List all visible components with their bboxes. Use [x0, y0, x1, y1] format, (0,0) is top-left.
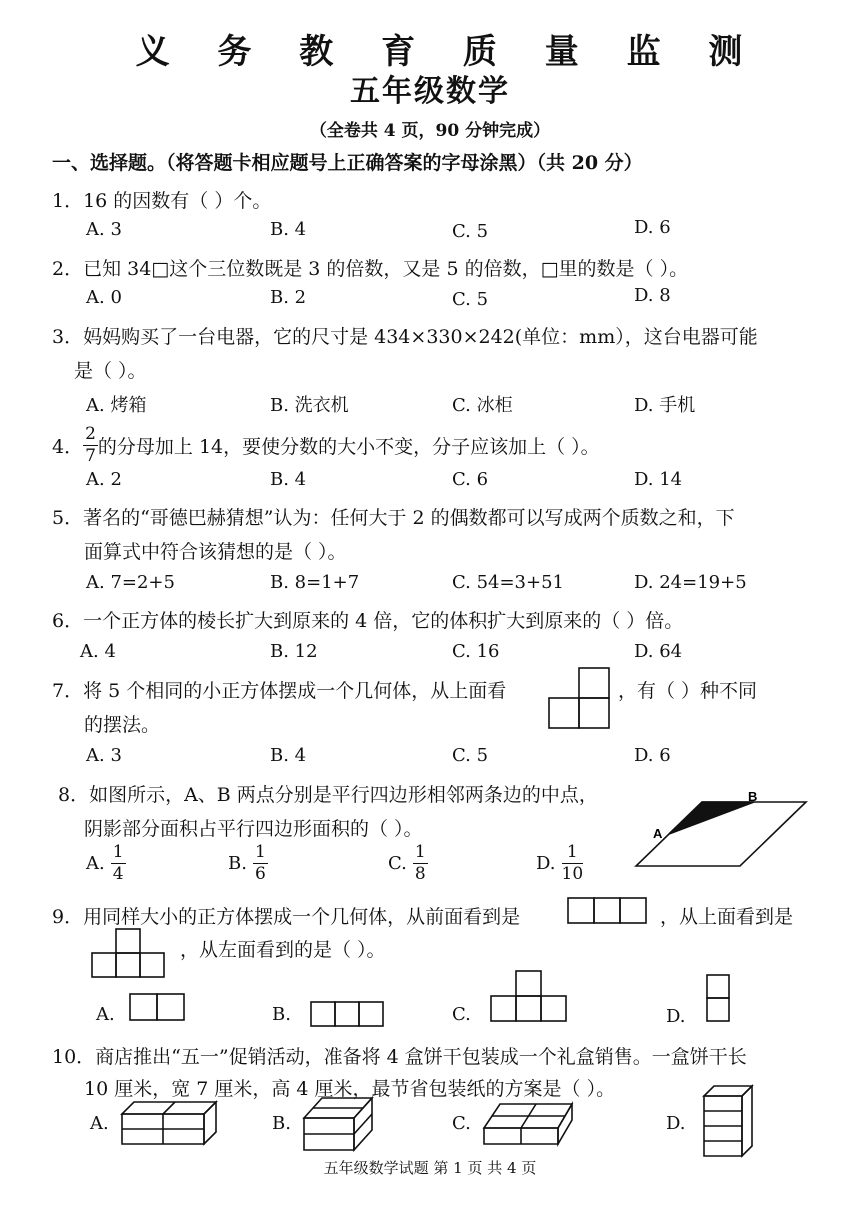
q9-option-c-figure: [490, 970, 568, 1022]
q10-option-a[interactable]: A.: [90, 1113, 109, 1134]
q8-option-a-numerator: 1: [112, 842, 124, 862]
q7-option-a[interactable]: A. 3: [86, 745, 122, 766]
q5-stem-line2: 面算式中符合该猜想的是（ ）。: [84, 541, 347, 563]
q8-option-b[interactable]: [228, 844, 268, 883]
q8-point-a-label: A: [653, 826, 663, 841]
q3-option-d[interactable]: D. 手机: [634, 395, 696, 416]
q4-option-d[interactable]: D. 14: [634, 469, 683, 490]
q9-option-c[interactable]: C.: [452, 1004, 471, 1025]
q4-stem: 的分母加上 14，要使分数的大小不变，分子应该加上（ ）。: [97, 436, 600, 458]
page-title: 义 务 教 育 质 量 监 测: [135, 32, 761, 72]
q6-option-d[interactable]: D. 64: [634, 641, 683, 662]
q8-option-d-numerator: 1: [562, 844, 584, 864]
q1-stem: 1．16 的因数有（ ）个。: [52, 190, 272, 212]
q10-option-b[interactable]: B.: [272, 1113, 291, 1134]
q4-fraction-numerator: 2: [85, 424, 96, 444]
q8-option-b-denominator: 6: [254, 864, 266, 884]
q1-option-a[interactable]: A. 3: [86, 219, 122, 240]
q6-option-c[interactable]: C. 16: [452, 641, 500, 662]
q8-parallelogram-figure: [636, 789, 810, 868]
q10-option-c[interactable]: C.: [452, 1113, 471, 1134]
q4-number: 4．: [52, 436, 84, 458]
q10-option-d[interactable]: D.: [666, 1113, 686, 1134]
q10-stem-line2: 10 厘米，宽 7 厘米，高 4 厘米，最节省包装纸的方案是（ ）。: [84, 1078, 616, 1100]
q9-top-view-figure: [91, 928, 167, 978]
q9-front-view-figure: [567, 897, 649, 925]
q2-stem: 2．已知 34□这个三位数既是 3 的倍数，又是 5 的倍数，□里的数是（ ）。: [52, 258, 689, 280]
q9-stem: 9．用同样大小的正方体摆成一个几何体，从前面看到是: [52, 906, 521, 928]
q2-option-b[interactable]: B. 2: [270, 287, 307, 308]
q4-option-b[interactable]: B. 4: [270, 469, 307, 490]
q8-option-c-denominator: 8: [414, 864, 426, 884]
q5-option-d[interactable]: D. 24=19+5: [634, 572, 747, 593]
q8-option-a-letter: A.: [86, 853, 105, 874]
q8-stem: 8．如图所示，A、B 两点分别是平行四边形相邻两条边的中点，: [58, 784, 598, 806]
q5-stem: 5．著名的“哥德巴赫猜想”认为：任何大于 2 的偶数都可以写成两个质数之和，下: [52, 507, 735, 529]
q7-option-c[interactable]: C. 5: [452, 745, 489, 766]
q8-option-c-letter: C.: [388, 853, 407, 874]
q8-point-b-label: B: [748, 789, 758, 804]
q8-option-c-numerator: 1: [414, 842, 426, 862]
q2-option-c[interactable]: C. 5: [452, 289, 489, 310]
q8-option-b-numerator: 1: [254, 842, 266, 862]
q6-stem: 6．一个正方体的棱长扩大到原来的 4 倍，它的体积扩大到原来的（ ）倍。: [52, 610, 684, 632]
q10-option-a-figure: [120, 1100, 220, 1146]
q7-stem: 7．将 5 个相同的小正方体摆成一个几何体，从上面看: [52, 680, 507, 702]
q5-option-a[interactable]: A. 7=2+5: [86, 572, 175, 593]
q5-option-c[interactable]: C. 54=3+51: [452, 572, 564, 593]
q10-stem: 10．商店推出“五一”促销活动，准备将 4 盒饼干包装成一个礼盒销售。一盒饼干长: [52, 1046, 747, 1068]
q10-option-c-figure: [482, 1100, 574, 1146]
q1-option-c[interactable]: C. 5: [452, 221, 489, 242]
q2-option-a[interactable]: A. 0: [86, 287, 122, 308]
exam-note: （全卷共 4 页，90 分钟完成）: [309, 121, 551, 141]
q3-stem: 3．妈妈购买了一台电器，它的尺寸是 434×330×242(单位：mm），这台电器可能: [52, 326, 758, 348]
q9-option-d-figure: [706, 974, 732, 1024]
q7-option-d[interactable]: D. 6: [634, 745, 671, 766]
q8-option-d-denominator: 10: [561, 864, 584, 884]
q7-option-b[interactable]: B. 4: [270, 745, 307, 766]
q6-option-a[interactable]: A. 4: [80, 641, 116, 662]
q1-option-b[interactable]: B. 4: [270, 219, 307, 240]
q10-option-d-figure: [702, 1084, 754, 1158]
q3-option-a[interactable]: A. 烤箱: [86, 395, 147, 416]
page-footer: 五年级数学试题 第 1 页 共 4 页: [323, 1159, 537, 1177]
q9-stem-tail: ，从上面看到是: [660, 906, 794, 928]
q4-option-a[interactable]: A. 2: [86, 469, 122, 490]
q8-option-a-denominator: 4: [112, 864, 124, 884]
q9-option-a-figure: [129, 993, 185, 1022]
q4-fraction-denominator: 7: [85, 446, 96, 466]
q4-fraction: [83, 426, 98, 465]
q9-option-a[interactable]: A.: [96, 1004, 115, 1025]
section-heading: 一、选择题。（将答题卡相应题号上正确答案的字母涂黑）（共 20 分）: [52, 152, 643, 174]
q4-stem-row: [52, 426, 600, 465]
q8-option-a[interactable]: [86, 844, 126, 883]
q8-stem-line2: 阴影部分面积占平行四边形面积的（ ）。: [84, 818, 423, 840]
page-subtitle: 五年级数学: [350, 74, 510, 109]
q8-option-d[interactable]: [536, 844, 583, 883]
q9-option-b[interactable]: B.: [272, 1004, 291, 1025]
q3-option-c[interactable]: C. 冰柜: [452, 395, 513, 416]
q9-option-d[interactable]: D.: [666, 1006, 686, 1027]
q8-option-b-letter: B.: [228, 853, 247, 874]
q8-option-d-letter: D.: [536, 853, 556, 874]
q5-option-b[interactable]: B. 8=1+7: [270, 572, 360, 593]
q3-stem-line2: 是（ ）。: [74, 360, 147, 382]
q10-option-b-figure: [302, 1094, 374, 1154]
q9-stem-line2: ，从左面看到的是（ ）。: [180, 939, 386, 961]
q3-option-b[interactable]: B. 洗衣机: [270, 395, 349, 416]
q6-option-b[interactable]: B. 12: [270, 641, 318, 662]
q8-option-c[interactable]: [388, 844, 428, 883]
q9-option-b-figure: [310, 1001, 384, 1027]
q7-stem-line2: 的摆法。: [84, 714, 161, 736]
q1-option-d[interactable]: D. 6: [634, 217, 671, 238]
q7-top-view-figure: [547, 666, 611, 730]
q7-stem-tail: ，有（ ）种不同: [618, 680, 758, 702]
q2-option-d[interactable]: D. 8: [634, 285, 671, 306]
q4-option-c[interactable]: C. 6: [452, 469, 489, 490]
